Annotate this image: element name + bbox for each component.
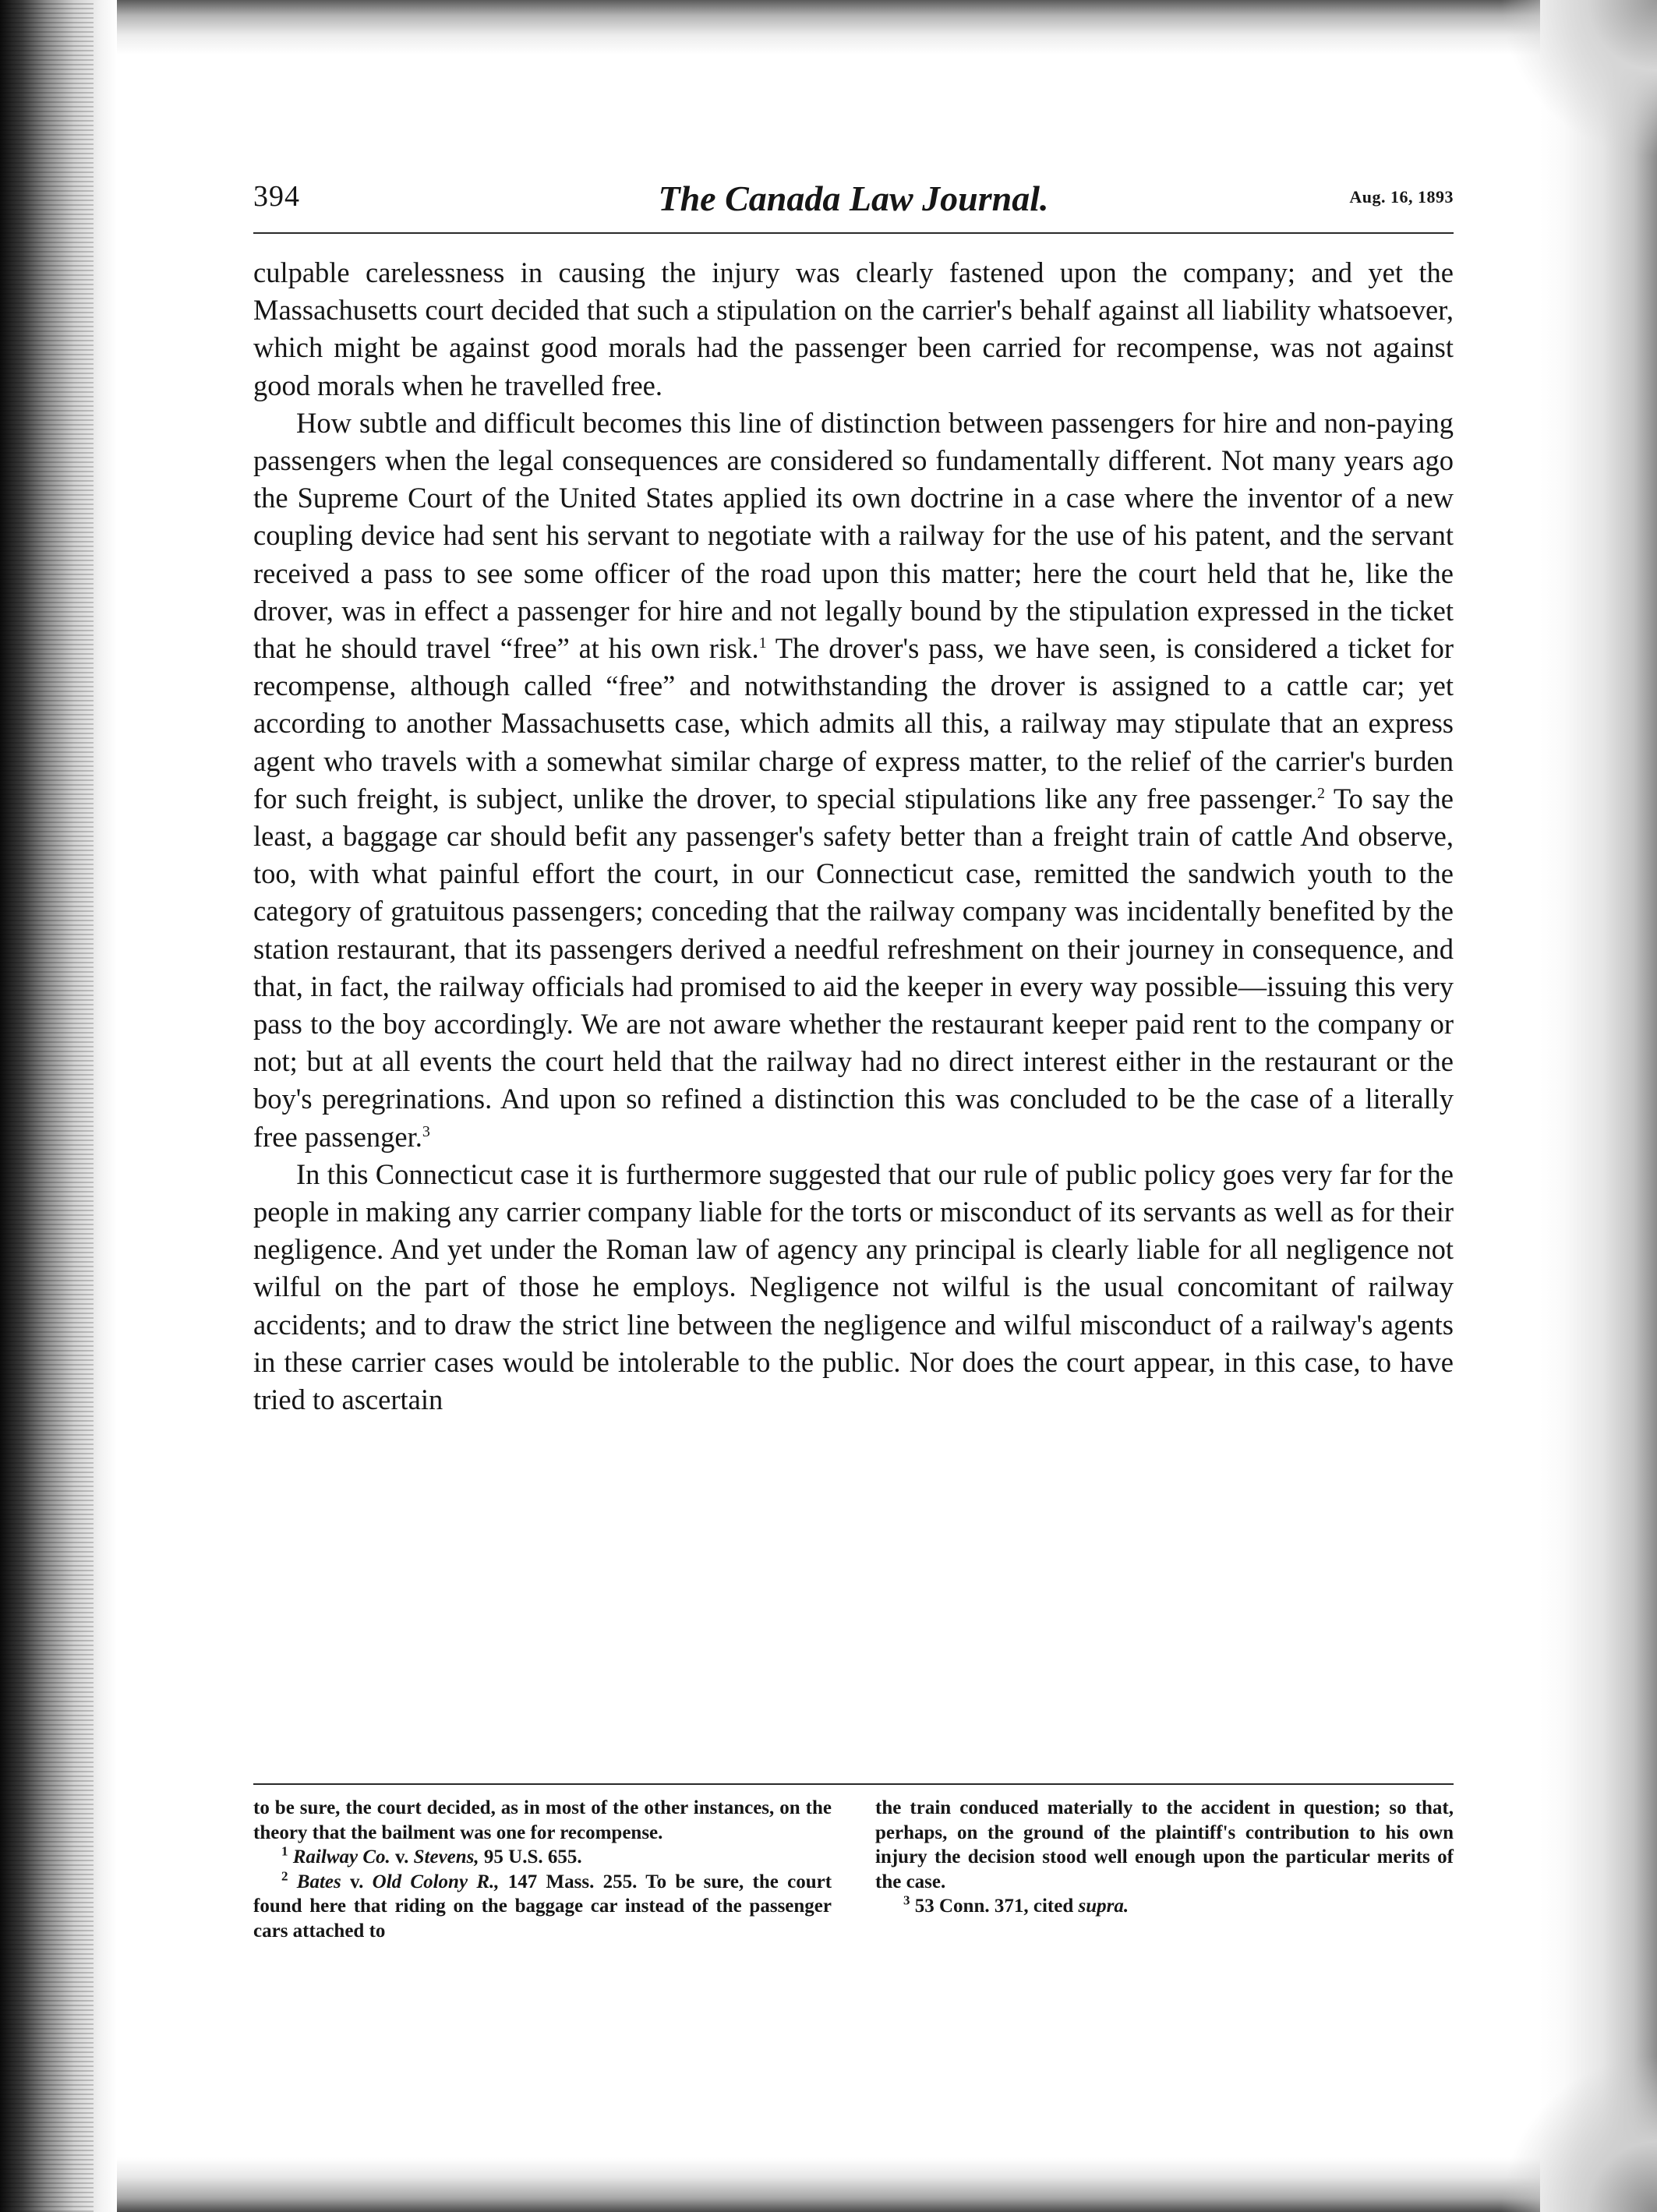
header-divider: [253, 232, 1454, 234]
footnote-3-mark: 3: [903, 1892, 910, 1908]
paragraph-1: culpable carelessness in causing the injury was clearly fastened upon the company; and yet the Massachusetts court decided that such a stipulation on the carrier's behalf against all liability whatsoever, which might be against good morals had the passenger been carried for recompense, was not against good morals when he travelled free.: [253, 256, 1454, 401]
footnote-ref-2[interactable]: 2: [1317, 784, 1326, 802]
footnote-divider: [253, 1783, 1454, 1785]
scan-edge-bottom: [94, 2157, 1657, 2212]
running-header: [253, 178, 1454, 226]
footnote-2-mark: 2: [281, 1868, 288, 1884]
scan-corner-bottom-right: [1501, 2041, 1657, 2212]
paragraph-2-part-a: How subtle and difficult becomes this line of distinction between passengers for hire and non-paying passengers when the legal consequences are considered so fundamentally different. Not many years ago the Supreme Court of the United States applied its own doctrine in a case where the inventor of a new coupling device had sent his servant to negotiate with a railway for the use of his patent, and the servant received a pass to see some officer of the road upon this matter; here the court held that he, like the drover, was in effect a passenger for hire and not legally bound by the stipulation expressed in the ticket that he should travel “free” at his own risk.: [253, 406, 1454, 665]
document-page: [253, 178, 1454, 2142]
footnote-3-supra: supra.: [1078, 1896, 1129, 1917]
footnote-continuation-left: to be sure, the court decided, as in most of the other instances, on the theory that the bailment was one for recompense.: [253, 1797, 832, 1843]
journal-title: The Canada Law Journal.: [658, 178, 1049, 218]
footnote-2-case-name: Bates: [296, 1871, 341, 1892]
paragraph-3: In this Connecticut case it is furthermore suggested that our rule of public policy goes very far for the people in making any carrier company liable for the torts or misconduct of its servants as well as for their negligence. And yet under the Roman law of agency any principal is clearly liable for all negligence not wilful on the part of those he employs. Negligence not wilful is the usual concomitant of railway accidents; and to draw the strict line between the negligence and wilful misconduct of a railway's agents in these carrier cases would be intolerable to the public. Nor does the court appear, in this case, to have tried to ascertain: [253, 1157, 1454, 1416]
issue-date: Aug. 16, 1893: [1349, 187, 1454, 207]
footnote-2-party: Old Colony R.,: [372, 1871, 500, 1892]
footnote-continuation-right: the train conduced materially to the accident in question; so that, perhaps, on the ground of the plaintiff's contribution to his own injury the decision stood well enough upon the particular merits of the case.: [875, 1797, 1454, 1892]
page-number: 394: [253, 180, 300, 213]
scan-edge-right: [1540, 0, 1657, 2212]
footnote-1-citation: 95 U.S. 655.: [479, 1846, 582, 1867]
footnote-2-text: To be sure, the court found here that riding on the baggage car instead of the passenger cars attached to: [253, 1871, 832, 1942]
footnote-1-case-name: Railway Co.: [292, 1846, 390, 1867]
scan-binding-texture: [0, 0, 94, 2212]
footnote-ref-3[interactable]: 3: [422, 1122, 430, 1140]
footnote-2-citation: 147 Mass. 255.: [499, 1871, 638, 1892]
footnote-1-versus: v.: [390, 1846, 414, 1867]
footnote-3-text: 53 Conn. 371, cited: [910, 1896, 1079, 1917]
footnote-3: [875, 1894, 1454, 1919]
footnote-ref-1[interactable]: 1: [758, 634, 767, 652]
footnotes-section: [253, 1796, 1454, 2123]
paragraph-2-part-c: To say the least, a baggage car should befit any passenger's safety better than a freight train of cattle And observe, too, with what painful effort the court, in our Connecticut case, remitted the sandwich youth to the category of gratuitous passengers; conceding that the railway company was incidentally benefited by the station restaurant, that its passengers derived a needful refreshment on their journey in consequence, and that, in fact, the railway officials had promised to aid the keeper in every way possible—issuing this very pass to the boy accordingly. We are not aware whether the restaurant keeper paid rent to the company or not; but at all events the court held that the railway had no direct interest either in the restaurant or the boy's peregrinations. And upon so refined a distinction this was concluded to be the case of a literally free passenger.: [253, 782, 1454, 1153]
scan-edge-top: [94, 0, 1657, 55]
article-body: [253, 254, 1454, 1419]
footnotes-left-column: [253, 1796, 832, 1943]
footnote-2-versus: v.: [341, 1871, 373, 1892]
scan-corner-top-right: [1501, 0, 1657, 171]
footnote-1-mark: 1: [281, 1843, 288, 1859]
paragraph-2-part-b: The drover's pass, we have seen, is considered a ticket for recompense, although called “free” and notwithstanding the drover is assigned to a cattle car; yet according to another Massachusetts case, which admits all this, a railway may stipulate that an express agent who travels with a somewhat similar charge of express matter, to the relief of the carrier's burden for such freight, is subject, unlike the drover, to special stipulations like any free passenger.: [253, 632, 1454, 814]
paragraph-2: [253, 405, 1454, 1156]
footnotes-right-column: [875, 1796, 1454, 1919]
footnote-2: [253, 1870, 832, 1944]
footnote-1-party: Stevens,: [413, 1846, 479, 1867]
footnote-1: [253, 1845, 832, 1870]
